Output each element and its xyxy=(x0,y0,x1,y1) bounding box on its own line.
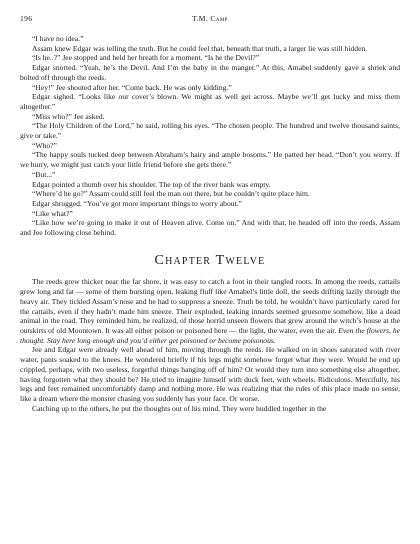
paragraph: “The Holy Children of the Lord,” he said, rolling his eyes. “The chosen people. The hundred and twelve thousand saints, give or take.” xyxy=(20,121,400,141)
paragraph: “Hey!” Jee shouted after her. “Come back. He was only kidding.” xyxy=(32,82,232,92)
paragraph: “Who?” xyxy=(32,140,57,150)
paragraph: “Where’d he go?” Assam could still feel the man out there, but he couldn’t quite place him. xyxy=(32,189,310,199)
running-header xyxy=(20,14,400,28)
paragraph: Edgar shrugged. “You’ve got more important things to worry about.” xyxy=(32,198,242,208)
paragraph-text: The reeds grew thicker near the far shore, it was easy to catch a foot in their tangled roots. In among the reeds, cattails grew long and fat — some of them bursting open, leaking fluff like Amabel’s little doll, the seeds drifting lazily through the heavy air. They tickled Assam’s nose and he had to suppress a sneeze. Truth be told, he wouldn’t have particularly cared for the cattails, even if they hadn’t made him sneeze. Their exploded, leaking innards seemed gruesome somehow, like a dead animal in the road. They reminded him, he realized, of those horrid unseen flowers that grew around the witch’s house at the outskirts of old Moontown. It was all either poison or poisoned here — the light, the water, even the air. xyxy=(20,277,400,335)
paragraph: “Miss who?” Jee asked. xyxy=(32,111,105,121)
paragraph xyxy=(20,277,400,345)
paragraph: Edgar pointed a thumb over his shoulder. The top of the river bank was empty. xyxy=(32,179,271,189)
page-number: 196 xyxy=(20,14,33,23)
paragraph: “Like what?” xyxy=(32,208,73,218)
paragraph: “I have no idea.” xyxy=(32,34,84,43)
paragraph: Edgar sighed. “Looks like our cover’s blown. We might as well get across. Maybe we’ll get lucky and miss them altogether.” xyxy=(20,92,400,111)
paragraph: “Like how we’re going to make it out of Heaven alive. Come on.” And with that, he headed off into the reeds, Assam and Jee following close behind. xyxy=(20,218,400,238)
page-body xyxy=(20,34,400,413)
paragraph: “Is he..?” Jee stopped and held her breath for a moment. “Is he the Devil?” xyxy=(32,53,260,63)
running-header-author: T.M. Camp xyxy=(192,14,228,23)
paragraph: Catching up to the others, he put the thoughts out of his mind. They were huddled together in the xyxy=(32,403,327,413)
italic-thought: Even the flowers, he thought. Stay here long enough and you’d either get poisoned or become poisonous. xyxy=(20,325,401,345)
chapter-title: Chapter Twelve xyxy=(154,252,266,268)
paragraph: Assam knew Edgar was telling the truth. But he could feel that, beneath that truth, a larger lie was still hidden. xyxy=(32,43,368,53)
paragraph: “But...” xyxy=(32,169,56,179)
paragraph: “The happy souls tucked deep between Abraham’s hairy and ample bosoms.” He patted her head. “Don’t you worry. If we hurry, we might just catch your little friend before she gets there.” xyxy=(20,150,400,170)
paragraph: Edgar snorted. “Yeah, he’s the Devil. And I’m the baby in the manger.” At this, Amabel suddenly gave a shriek and bolted off through the reeds. xyxy=(20,63,400,82)
paragraph: Jee and Edgar were already well ahead of him, moving through the reeds. He walked on in shoes saturated with river water, pants soaked to the knees. He wondered briefly if his legs might somehow forget what they were. Would he end up crippled, perhaps, with two useless, forgetful things hanging off of him? Or would they turn into something else altogether, having forgotten what they should be? He tried to imagine himself with duck feet, with wheels. Ridiculous. Mercifully, his legs and feet remained uncomfortably damp and nothing more. He was realizing that the rules of this place made no sense, like a dream where the monster chasing you suddenly has your face. Or worse. xyxy=(20,345,400,403)
